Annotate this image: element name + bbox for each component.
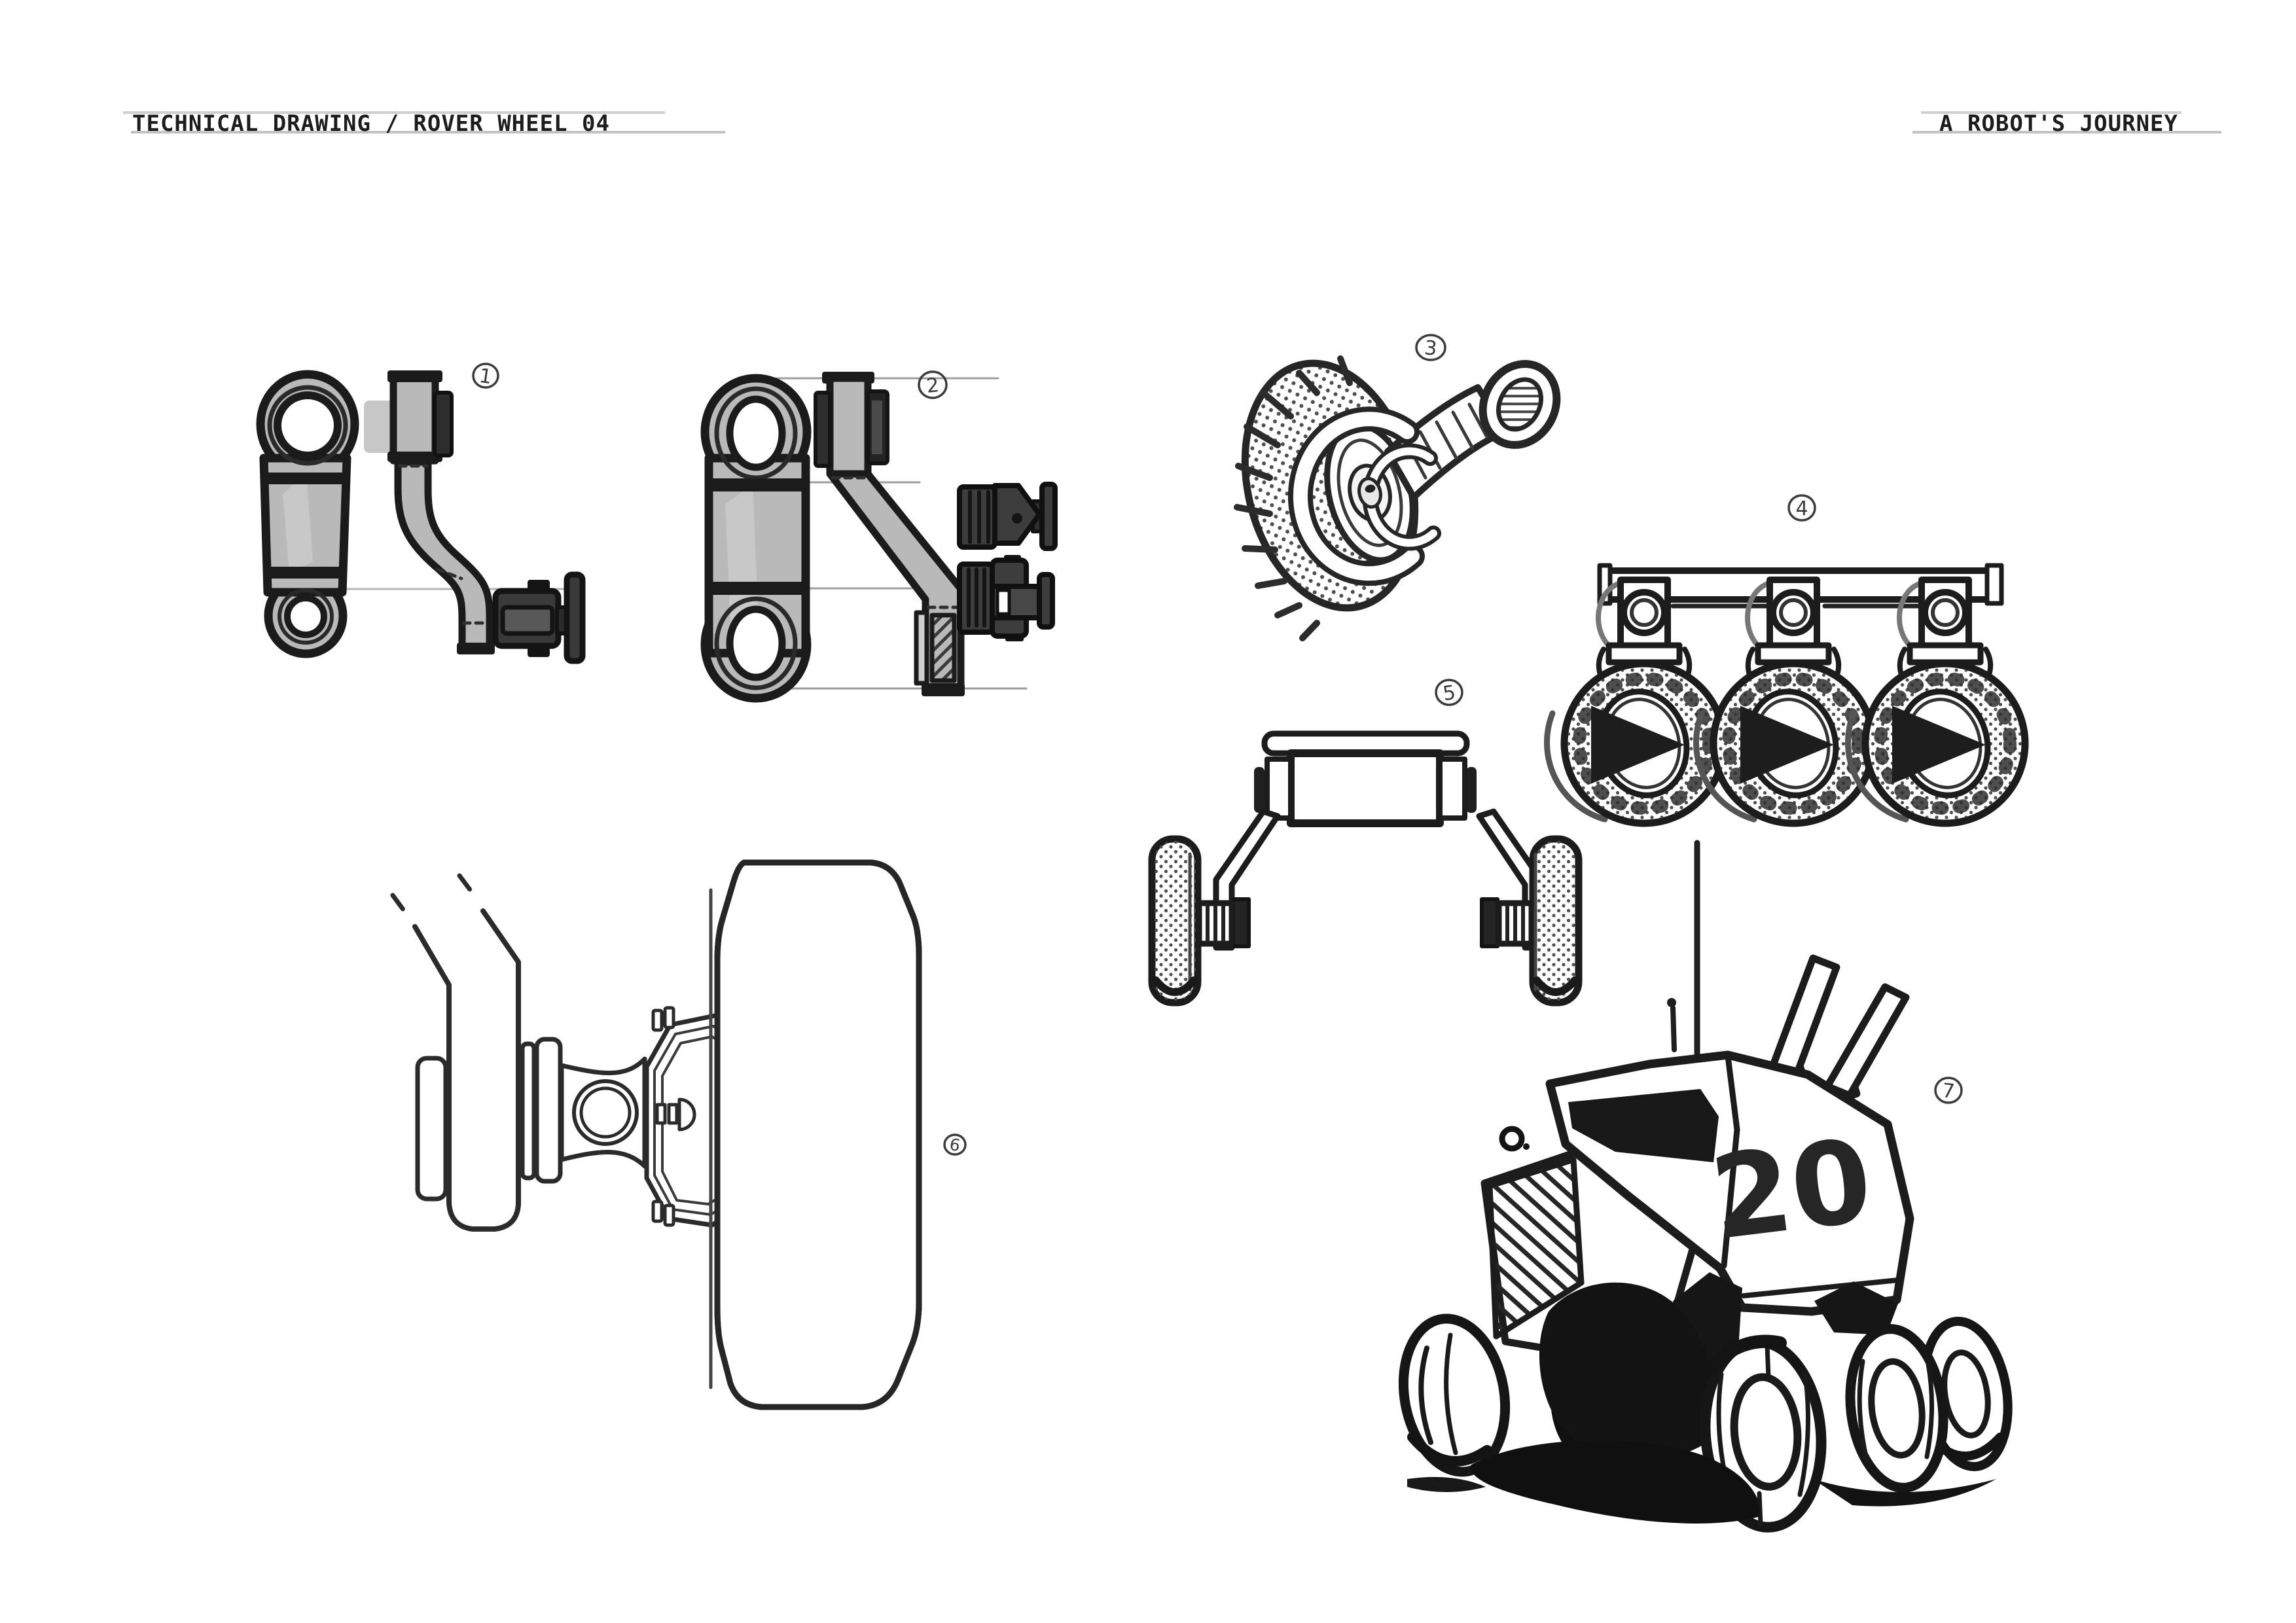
callout-5 <box>1436 680 1462 705</box>
joint-stack <box>522 1039 645 1181</box>
callout-3 <box>1416 335 1445 361</box>
joint-clamp <box>495 575 583 661</box>
figure-wheel-swing-arm-sketch <box>1221 345 1571 638</box>
antenna-ear-left <box>1771 958 1837 1080</box>
figure-axle-assembly <box>1152 734 1579 1003</box>
frame-box <box>1291 753 1440 823</box>
antenna-ear-right <box>1827 987 1906 1096</box>
callout-4 <box>1789 495 1815 520</box>
wheel-unit-3 <box>1848 580 2025 823</box>
link-front-view <box>705 378 807 698</box>
axle-cap <box>418 1058 446 1199</box>
callout-6 <box>944 1135 965 1155</box>
link-side-view <box>816 372 965 696</box>
joint-connector-lower <box>960 555 1052 641</box>
knuckle-ring <box>574 1081 637 1144</box>
callout-3-label: 3 <box>1423 336 1439 361</box>
project-title: A ROBOT'S JOURNEY <box>1939 111 2178 137</box>
knobby-tire <box>711 863 919 1407</box>
figure-suspension-arm-single <box>260 370 583 661</box>
figure-wheel-detail <box>393 863 919 1407</box>
upper-arm <box>393 876 518 1229</box>
rover-number: 20 <box>1704 1115 1879 1266</box>
joint-connector-upper <box>960 484 1055 548</box>
link-front-view <box>260 374 355 654</box>
callout-1 <box>473 364 498 389</box>
wheel-unit-2 <box>1696 580 1873 823</box>
antenna-tip <box>1667 998 1676 1007</box>
callout-2-label: 2 <box>925 374 941 398</box>
callout-7 <box>1935 1078 1962 1103</box>
wheel-right <box>1482 839 1579 1003</box>
sensor-eye <box>1502 1129 1522 1149</box>
figure-triple-wheel-beam <box>1547 565 2025 823</box>
callout-5-label: 5 <box>1441 681 1458 706</box>
figure-suspension-arm-double <box>705 372 1055 698</box>
callout-7-label: 7 <box>1941 1079 1956 1103</box>
callout-6-label: 6 <box>948 1134 962 1156</box>
callout-4-label: 4 <box>1795 497 1808 520</box>
link-side-view <box>364 370 495 654</box>
callout-2 <box>919 372 946 398</box>
page-header <box>123 111 2221 137</box>
wheel-unit-1 <box>1547 580 1724 823</box>
callout-1-label: 1 <box>477 364 493 389</box>
page-title: TECHNICAL DRAWING / ROVER WHEEL 04 <box>132 111 610 137</box>
